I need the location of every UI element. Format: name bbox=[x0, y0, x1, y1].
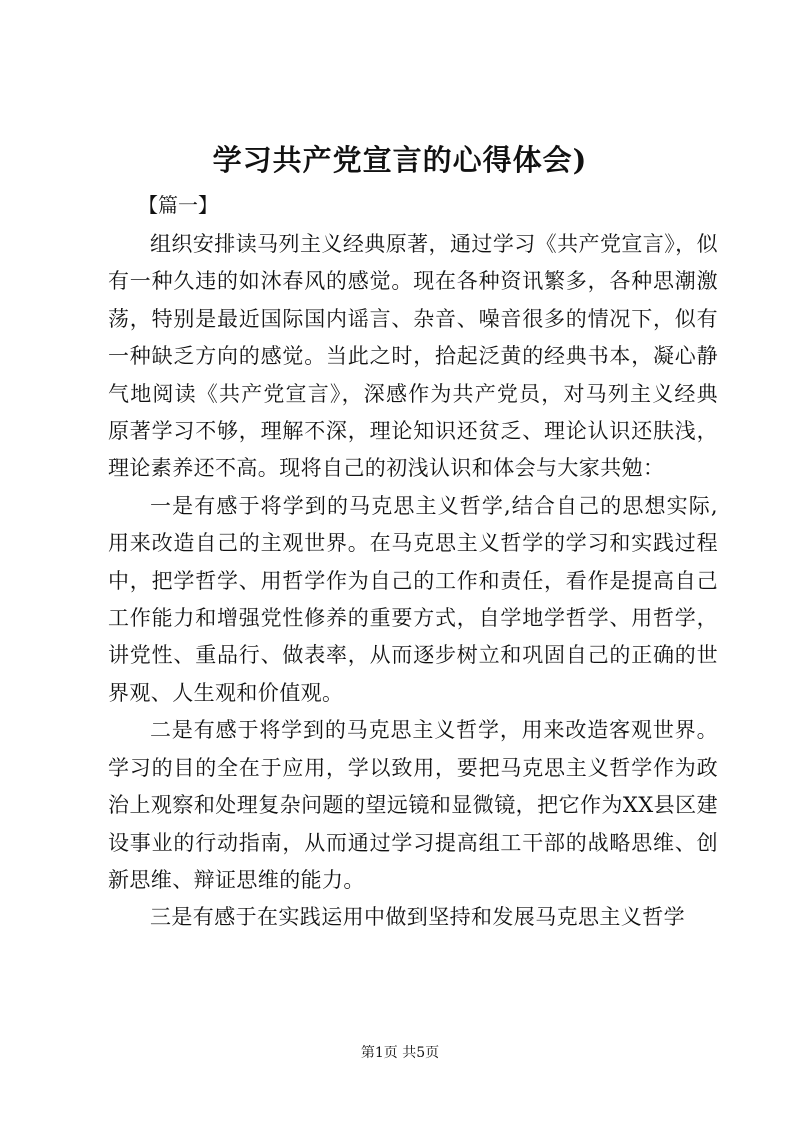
document-body bbox=[108, 226, 718, 937]
paragraph: 三是有感于在实践运用中做到坚持和发展马克思主义哲学 bbox=[150, 905, 685, 930]
section-label: 【篇一】 bbox=[138, 193, 218, 217]
paragraph: 一是有感于将学到的马克思主义哲学,结合自己的思想实际,用来改造自己的主观世界。在马克思主义哲学的学习和实践过程中，把学哲学、用哲学作为自己的工作和责任，看作是提高自己工作能力和增强党性修养的重要方式，自学地学哲学、用哲学，讲党性、重品行、做表率，从而逐步树立和巩固自己的正确的世界观、人生观和价值观。 bbox=[108, 493, 718, 705]
paragraph: 组织安排读马列主义经典原著，通过学习《共产党宣言》，似有一种久违的如沐春风的感觉。现在各种资讯繁多，各种思潮激荡，特别是最近国际国内谣言、杂音、噪音很多的情况下，似有一种缺乏方向的感觉。当此之时，拾起泛黄的经典书本，凝心静气地阅读《共产党宣言》，深感作为共产党员，对马列主义经典原著学习不够，理解不深，理论知识还贫乏、理论认识还肤浅，理论素养还不高。现将自己的初浅认识和体会与大家共勉： bbox=[108, 232, 718, 481]
page-footer: 第1页 共5页 bbox=[360, 1045, 440, 1061]
document-title: 学习共产党宣言的心得体会) bbox=[212, 143, 588, 177]
paragraph: 二是有感于将学到的马克思主义哲学，用来改造客观世界。学习的目的全在于应用，学以致用，要把马克思主义哲学作为政治上观察和处理复杂问题的望远镜和显微镜，把它作为XX县区建设事业的行动指南，从而通过学习提高组工干部的战略思维、创新思维、辩证思维的能力。 bbox=[108, 718, 718, 892]
